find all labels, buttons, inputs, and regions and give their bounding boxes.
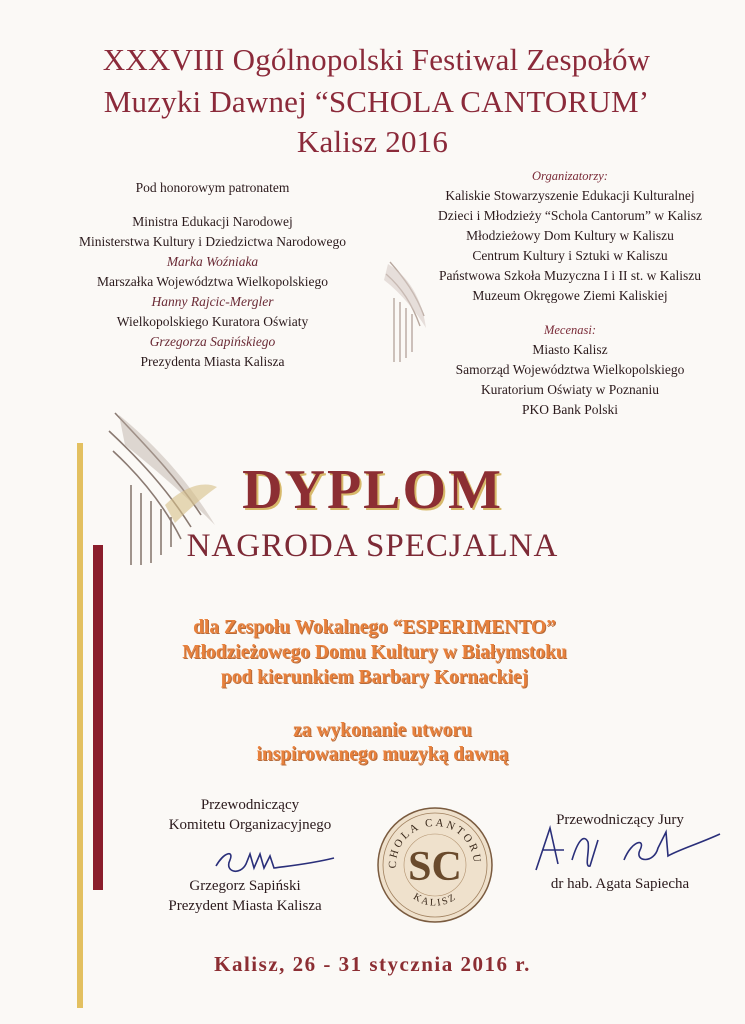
seal-bottom-text: KALISZ — [411, 891, 459, 909]
patron-line: Kuratorium Oświaty w Poznaniu — [480, 382, 660, 397]
patronage-title: Pod honorowym patronatem — [135, 180, 290, 195]
small-harp-ornament-icon — [380, 258, 430, 368]
left-signatory — [110, 876, 380, 916]
left-signatory-name: Grzegorz Sapiński — [189, 878, 301, 894]
patronage-line: Prezydenta Miasta Kalisza — [140, 354, 285, 369]
seal-monogram: SC — [408, 844, 462, 890]
recipient-line: Młodzieżowego Domu Kultury w Białymstoku — [182, 642, 567, 663]
organizers-title: Organizatorzy: — [532, 169, 608, 183]
organizers-block — [395, 166, 745, 306]
organizer-line: Muzeum Okręgowe Ziemi Kaliskiej — [472, 288, 668, 303]
organizer-line: Młodzieżowy Dom Kultury w Kaliszu — [466, 228, 674, 243]
jury-chair-title: Przewodniczący Jury — [556, 812, 684, 828]
right-signature-scribble — [528, 820, 728, 880]
place-and-date: Kalisz, 26 - 31 stycznia 2016 r. — [214, 952, 531, 976]
patrons-block — [395, 320, 745, 420]
patron-line: PKO Bank Polski — [521, 402, 619, 417]
performance-line: za wykonanie utworu — [293, 720, 472, 741]
patronage-line: Ministra Edukacji Narodowej — [132, 214, 293, 229]
organizer-line: Kaliskie Stowarzyszenie Edukacji Kulturalnej — [445, 188, 695, 203]
jury-chair-name: dr hab. Agata Sapiecha — [550, 876, 690, 892]
seal-top-text: SCHOLA CANTORUM — [369, 797, 484, 869]
festival-title-line-2: Muzyki Dawnej “SCHOLA CANTORUM’ — [103, 84, 650, 119]
patronage-line: Ministerstwa Kultury i Dziedzictwa Narodowego — [79, 234, 346, 249]
chair-title-line-2: Komitetu Organizacyjnego — [168, 817, 332, 833]
patronage-line: Wielkopolskiego Kuratora Oświaty — [116, 314, 309, 329]
patronage-line — [40, 252, 385, 272]
organizing-committee-chair-title — [120, 795, 380, 835]
patrons-title: Mecenasi: — [543, 323, 597, 337]
patron-line: Samorząd Województwa Wielkopolskiego — [455, 362, 685, 377]
patronage-person: Grzegorza Sapińskiego — [149, 334, 276, 349]
organizer-line: Dzieci i Młodzieży “Schola Cantorum” w Kalisz — [438, 208, 702, 223]
patronage-line — [40, 332, 385, 352]
festival-title-line-3: Kalisz 2016 — [296, 124, 449, 159]
patronage-line — [40, 292, 385, 312]
patronage-line: Marszałka Województwa Wielkopolskiego — [96, 274, 329, 289]
patronage-block — [40, 178, 385, 372]
diploma-heading: DYPLOM — [242, 459, 503, 521]
festival-title-line-1: XXXVIII Ogólnopolski Festiwal Zespołów — [102, 42, 651, 77]
patronage-person: Marka Woźniaka — [166, 254, 259, 269]
organizer-line: Państwowa Szkoła Muzyczna I i II st. w Kaliszu — [438, 268, 702, 283]
organizer-line: Centrum Kultury i Sztuki w Kaliszu — [472, 248, 668, 263]
recipient-line: pod kierunkiem Barbary Kornackiej — [220, 667, 529, 688]
schola-cantorum-seal — [369, 797, 494, 924]
recipient-line: dla Zespołu Wokalnego “ESPERIMENTO” — [193, 617, 556, 638]
performance-line: inspirowanego muzyką dawną — [256, 744, 509, 765]
patron-line: Miasto Kalisz — [532, 342, 608, 357]
chair-title-line-1: Przewodniczący — [200, 797, 300, 813]
award-title: NAGRODA SPECJALNA — [186, 528, 559, 564]
left-signatory-role: Prezydent Miasta Kalisza — [168, 898, 322, 914]
patronage-person: Hanny Rajcic-Mergler — [151, 294, 274, 309]
